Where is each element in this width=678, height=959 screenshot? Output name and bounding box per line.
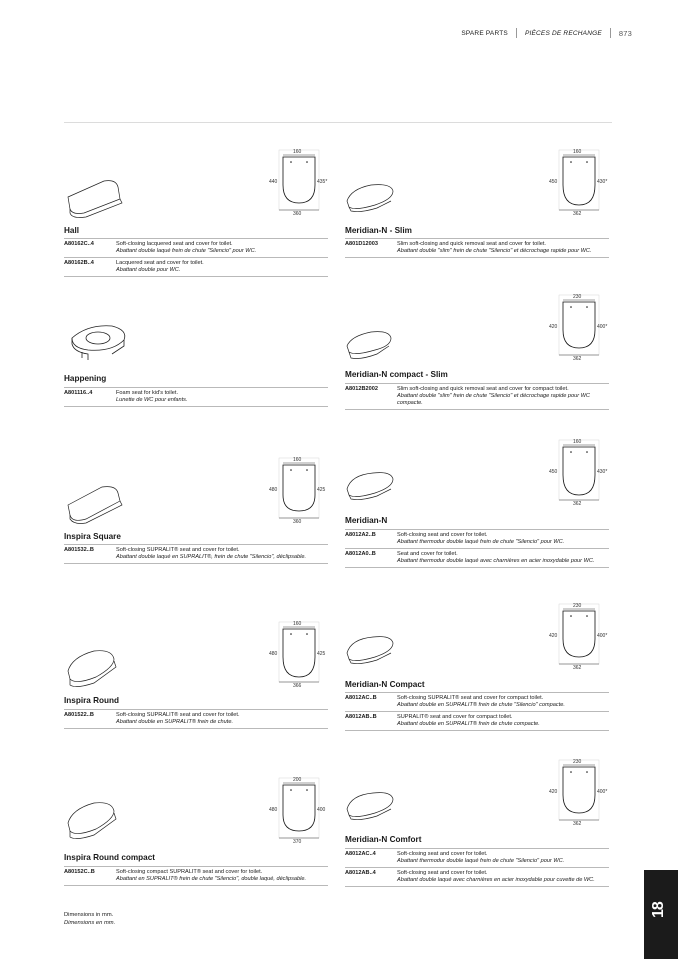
toilet-seat-image [345,633,397,667]
svg-text:370: 370 [293,839,302,845]
product-code: A8012AB..B [345,714,377,720]
product-description: Slim soft-closing and quick removal seat and cover for compact toilet. Abattant double "slim" frein de chute "Silencio" et décrochage rapide pour WC compacte. [397,386,590,406]
dimension-drawing [549,599,609,671]
product-table [64,544,328,564]
svg-text:366: 366 [293,683,302,689]
product-title: Meridian-N [345,516,388,525]
svg-text:400*: 400* [597,633,608,639]
product-code: A80152C..B [64,869,95,875]
product-code: A8012B2002 [345,386,378,392]
product-description: Foam seat for kid's toilet. Lunette de WC pour enfants. [116,390,188,403]
product-table [345,238,609,258]
toilet-seat-image [64,179,124,219]
product-description: Lacquered seat and cover for toilet. Abattant double pour WC. [116,260,204,273]
product-hall [64,145,328,305]
table-row [345,711,609,731]
table-row [64,387,328,407]
product-code: A8012AC..B [345,695,377,701]
product-inspira-square [64,453,328,613]
svg-text:362: 362 [573,821,582,827]
svg-text:480: 480 [269,651,278,657]
product-code: A80162B..4 [64,260,94,266]
product-description: Seat and cover for toilet. Abattant thermodur double laqué avec charnières en acier inoxydable pour WC. [397,551,595,564]
product-table [64,709,328,729]
svg-text:450: 450 [549,179,558,185]
dimension-drawing [549,755,609,827]
product-description: Soft-closing seat and cover for toilet. Abattant double laqué avec charnières en acier inoxydable pour cuvette de WC. [397,870,595,883]
dimension-drawing [549,290,609,362]
svg-text:480: 480 [269,807,278,813]
svg-text:440: 440 [269,179,278,185]
product-meridian-n-comfort [345,755,609,915]
table-row [345,848,609,867]
product-code: A80162C..4 [64,241,94,247]
section-title-fr: PIÈCES DE RECHANGE [524,29,602,37]
product-meridian-n-slim [345,145,609,305]
svg-text:200: 200 [293,777,302,783]
svg-text:230: 230 [573,294,582,300]
product-code: A801532..B [64,547,94,553]
svg-text:400*: 400* [597,789,608,795]
product-inspira-round [64,617,328,777]
product-title: Inspira Round compact [64,853,155,862]
svg-text:160: 160 [573,439,582,445]
product-description: Soft-closing compact SUPRALIT® seat and cover for toilet. Abattant en SUPRALIT® frein de chute "Silencio", double laqué, déclipsable. [116,869,307,882]
svg-text:160: 160 [293,149,302,155]
product-table [64,866,328,886]
product-title: Hall [64,226,80,235]
header-divider [516,28,517,38]
svg-text:430*: 430* [597,469,608,475]
dimension-drawing [269,453,329,525]
product-code: A801522..B [64,712,94,718]
svg-text:425: 425 [317,651,326,657]
dimension-drawing [269,145,329,217]
svg-text:450: 450 [549,469,558,475]
svg-text:420: 420 [549,789,558,795]
svg-text:400*: 400* [597,324,608,330]
svg-text:480: 480 [269,487,278,493]
product-description: Slim soft-closing and quick removal seat and cover for toilet. Abattant double "slim" frein de chute "Silencio" et décrochage rapide pour WC. [397,241,592,254]
product-description: Soft-closing seat and cover for toilet. Abattant thermodur double laqué frein de chute "Silencio" pour WC. [397,532,565,545]
svg-text:430*: 430* [597,179,608,185]
dimension-drawing [269,773,329,845]
table-row [345,529,609,548]
product-title: Meridian-N Comfort [345,835,422,844]
table-row [345,383,609,410]
toilet-seat-image [345,469,397,503]
product-description: Soft-closing SUPRALIT® seat and cover for toilet. Abattant double laqué en SUPRALIT®, frein de chute "Silencio", déclipsable. [116,547,307,560]
product-table [64,387,328,407]
toilet-seat-image [64,799,120,843]
product-title: Meridian-N - Slim [345,226,412,235]
toilet-seat-image [345,789,397,823]
product-description: Soft-closing seat and cover for toilet. Abattant thermodur double laqué frein de chute "Silencio" pour WC. [397,851,565,864]
product-table [345,529,609,568]
product-title: Meridian-N compact - Slim [345,370,448,379]
svg-text:360: 360 [293,519,302,525]
section-title-en: SPARE PARTS [461,29,508,37]
dimension-drawing [549,435,609,507]
svg-text:400: 400 [317,807,326,813]
toilet-seat-image [345,328,397,362]
product-description: SUPRALIT® seat and cover for compact toilet. Abattant double en SUPRALIT® frein de chute compacte. [397,714,540,727]
chapter-number: 18 [650,902,667,918]
svg-text:420: 420 [549,633,558,639]
svg-text:230: 230 [573,603,582,609]
svg-text:420: 420 [549,324,558,330]
table-row [345,867,609,887]
dimension-drawing [269,617,329,689]
product-code: A8012AC..4 [345,851,376,857]
product-table [345,383,609,410]
svg-text:362: 362 [573,665,582,671]
page-number: 873 [618,28,632,38]
product-inspira-round-compact [64,773,328,933]
product-title: Happening [64,374,107,383]
svg-text:160: 160 [293,621,302,627]
product-code: A8012A2..B [345,532,376,538]
product-meridian-n-compact [345,599,609,759]
table-row [64,238,328,257]
product-description: Soft-closing lacquered seat and cover for toilet. Abattant double laqué frein de chute "Silencio" pour WC. [116,241,257,254]
product-title: Meridian-N Compact [345,680,425,689]
product-title: Inspira Square [64,532,121,541]
svg-text:425: 425 [317,487,326,493]
table-row [64,544,328,564]
top-rule [64,122,612,123]
table-row [64,709,328,729]
svg-text:360: 360 [293,211,302,217]
product-code: A8012AB..4 [345,870,376,876]
table-row [345,692,609,711]
page-header [461,28,632,38]
toilet-seat-image [64,483,124,527]
svg-text:435*: 435* [317,179,328,185]
toilet-seat-image [345,181,397,215]
product-meridian-n-compact-slim [345,290,609,450]
svg-text:160: 160 [573,149,582,155]
table-row [345,238,609,258]
dimensions-footnote: Dimensions in mm. Dimensions en mm. [64,912,116,926]
kids-seat-image [68,322,130,362]
product-table [64,238,328,277]
toilet-seat-image [64,647,120,691]
product-description: Soft-closing SUPRALIT® seat and cover for compact toilet. Abattant double en SUPRALIT® frein de chute "Silencio" compacte. [397,695,565,708]
product-meridian-n [345,435,609,595]
product-table [345,848,609,887]
product-code: A801116..4 [64,390,93,396]
header-divider [610,28,611,38]
svg-text:362: 362 [573,356,582,362]
product-title: Inspira Round [64,696,120,705]
chapter-tab [644,870,678,959]
table-row [64,866,328,886]
product-table [345,692,609,731]
table-row [64,257,328,277]
dimension-drawing [549,145,609,217]
svg-text:362: 362 [573,211,582,217]
product-description: Soft-closing SUPRALIT® seat and cover for toilet. Abattant double en SUPRALIT® frein de chute. [116,712,240,725]
svg-text:362: 362 [573,501,582,507]
svg-text:160: 160 [293,457,302,463]
product-code: A801D12003 [345,241,378,247]
svg-text:230: 230 [573,759,582,765]
table-row [345,548,609,568]
product-code: A8012A0..B [345,551,376,557]
